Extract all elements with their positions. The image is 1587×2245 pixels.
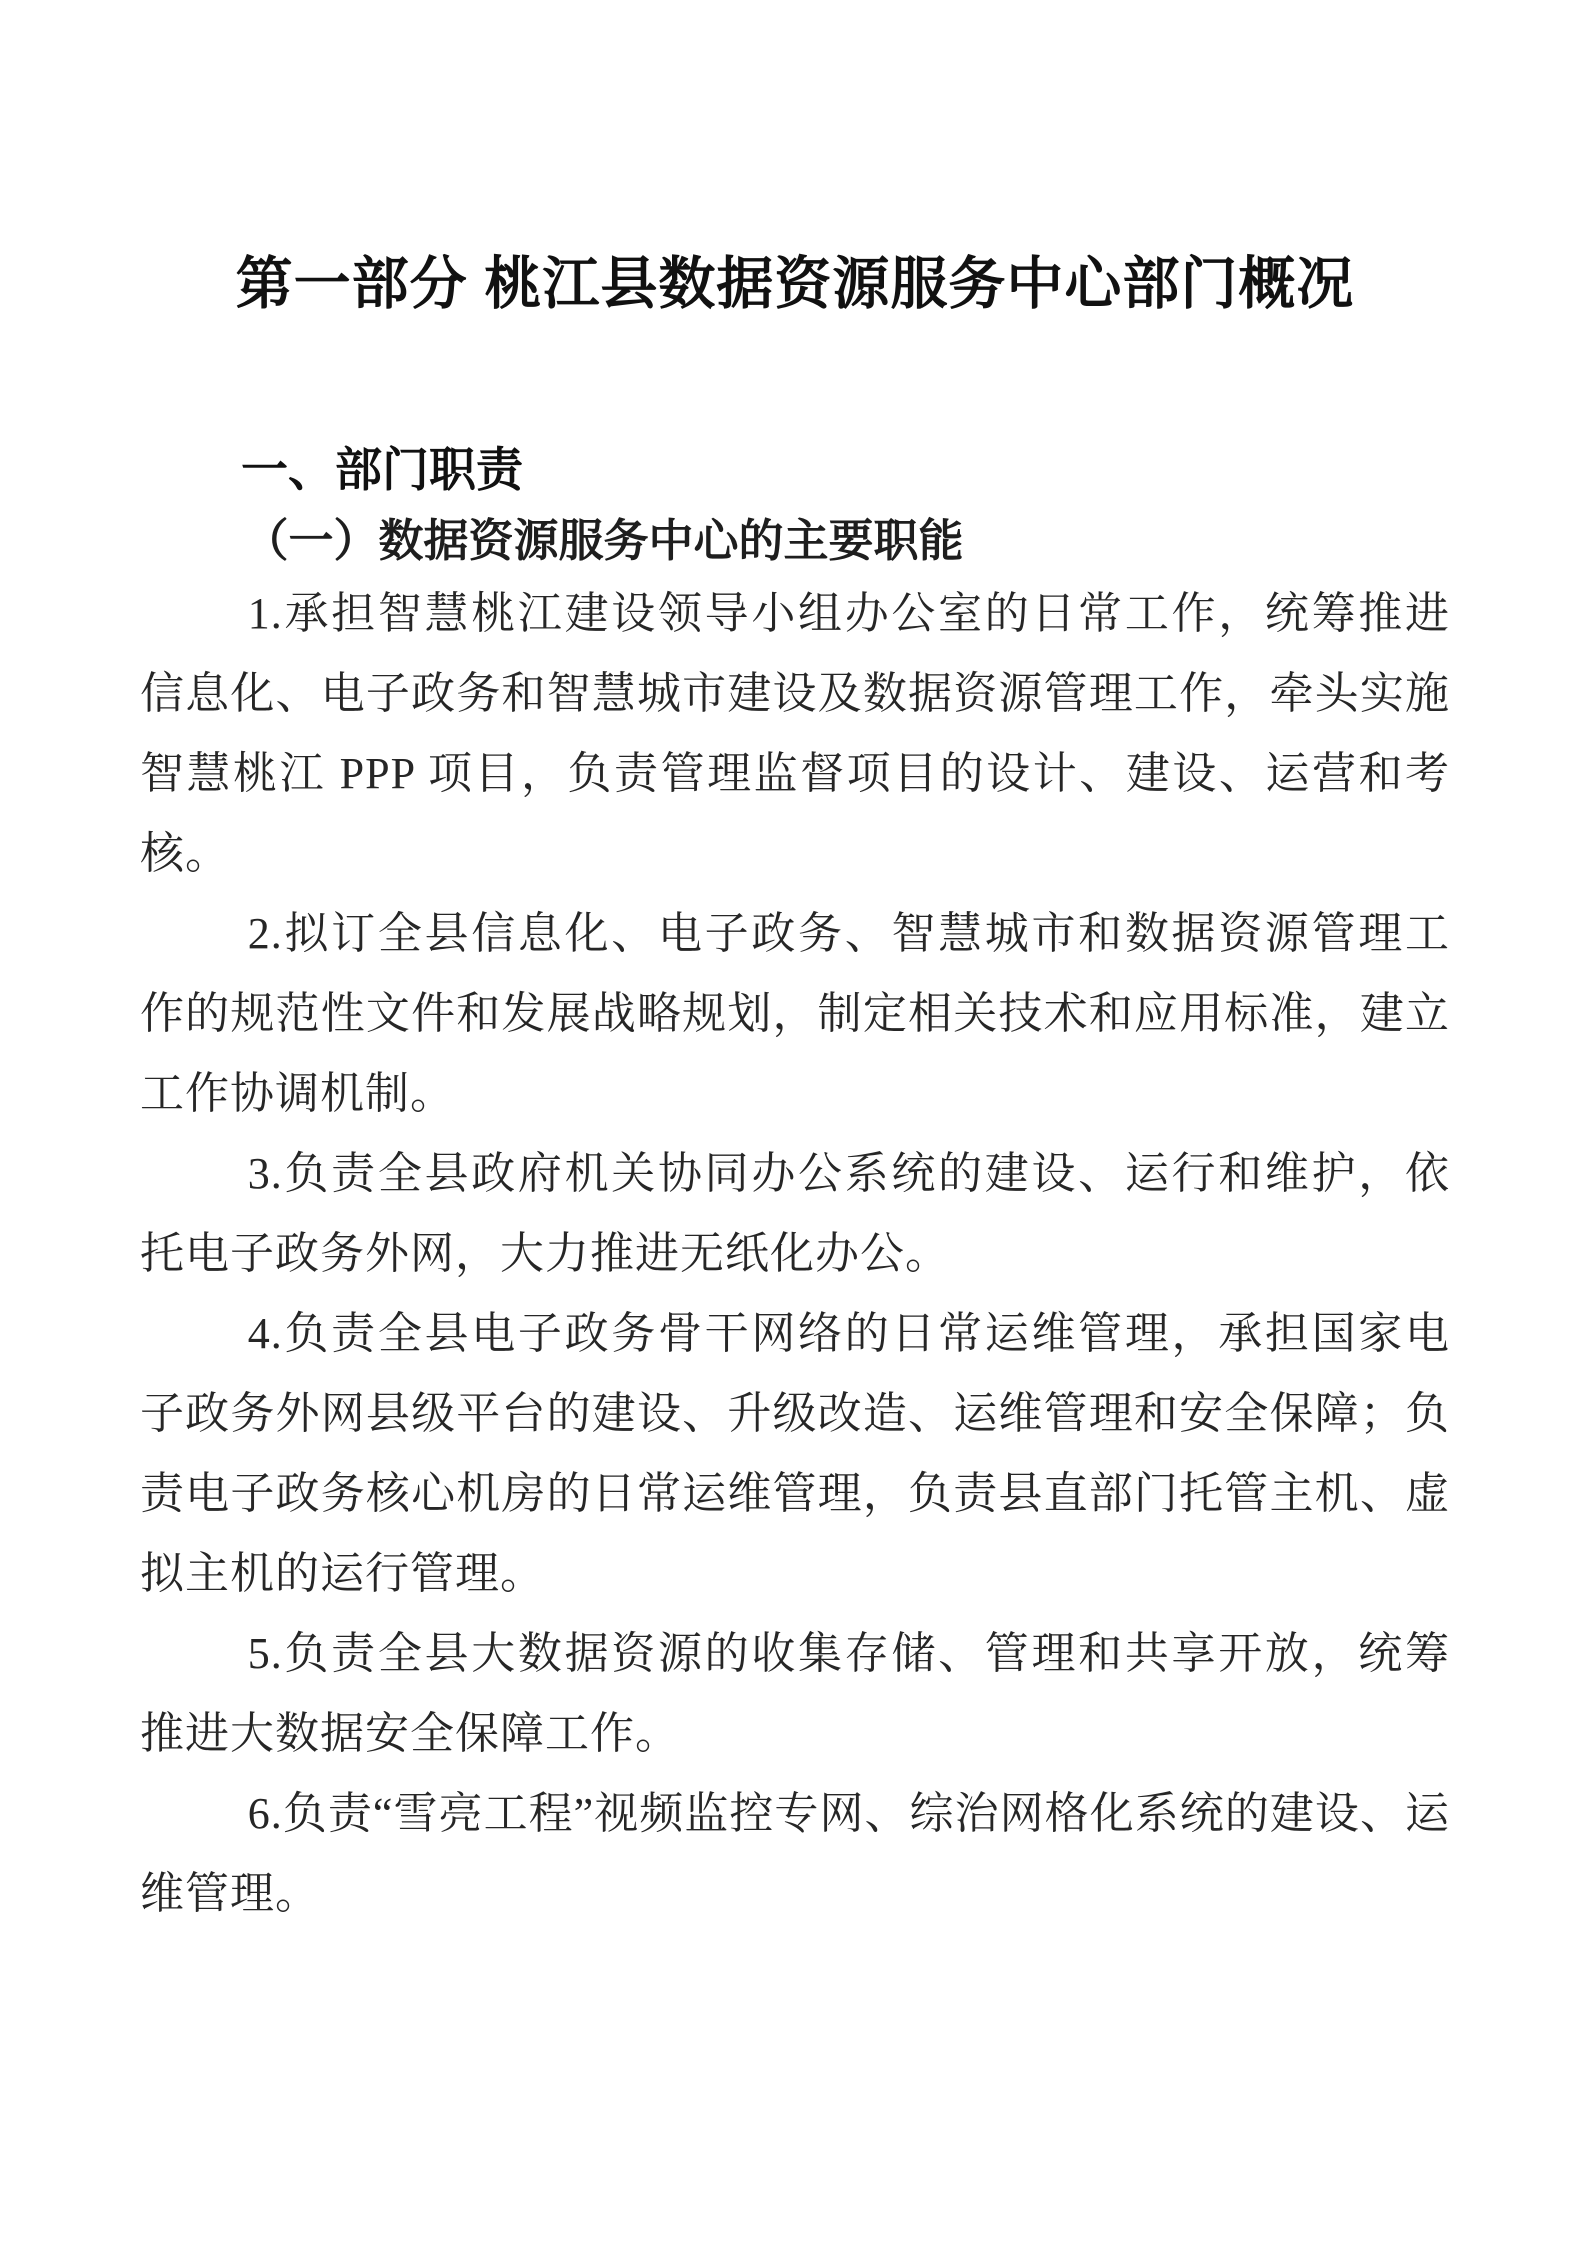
paragraph-5: 5.负责全县大数据资源的收集存储、管理和共享开放，统筹推进大数据安全保障工作。 [140, 1629, 1450, 1758]
paragraph-2: 2.拟订全县信息化、电子政务、智慧城市和数据资源管理工作的规范性文件和发展战略规划，制定相关技术和应用标准，建立工作协调机制。 [140, 909, 1450, 1118]
paragraph-6: 6.负责“雪亮工程”视频监控专网、综治网格化系统的建设、运维管理。 [140, 1789, 1450, 1918]
page-title: 第一部分 桃江县数据资源服务中心部门概况 [235, 252, 1355, 316]
paragraph-3: 3.负责全县政府机关协同办公系统的建设、运行和维护，依托电子政务外网，大力推进无纸化办公。 [140, 1149, 1450, 1278]
subsection-heading: （一）数据资源服务中心的主要职能 [243, 516, 964, 566]
body-text [140, 574, 1450, 1934]
paragraph-4: 4.负责全县电子政务骨干网络的日常运维管理，承担国家电子政务外网县级平台的建设、升级改造、运维管理和安全保障；负责电子政务核心机房的日常运维管理，负责县直部门托管主机、虚拟主机的运行管理。 [140, 1309, 1450, 1598]
section-heading: 一、部门职责 [241, 443, 524, 496]
paragraph-1: 1.承担智慧桃江建设领导小组办公室的日常工作，统筹推进信息化、电子政务和智慧城市建设及数据资源管理工作，牵头实施智慧桃江 PPP 项目，负责管理监督项目的设计、建设、运营和考核。 [140, 589, 1450, 878]
